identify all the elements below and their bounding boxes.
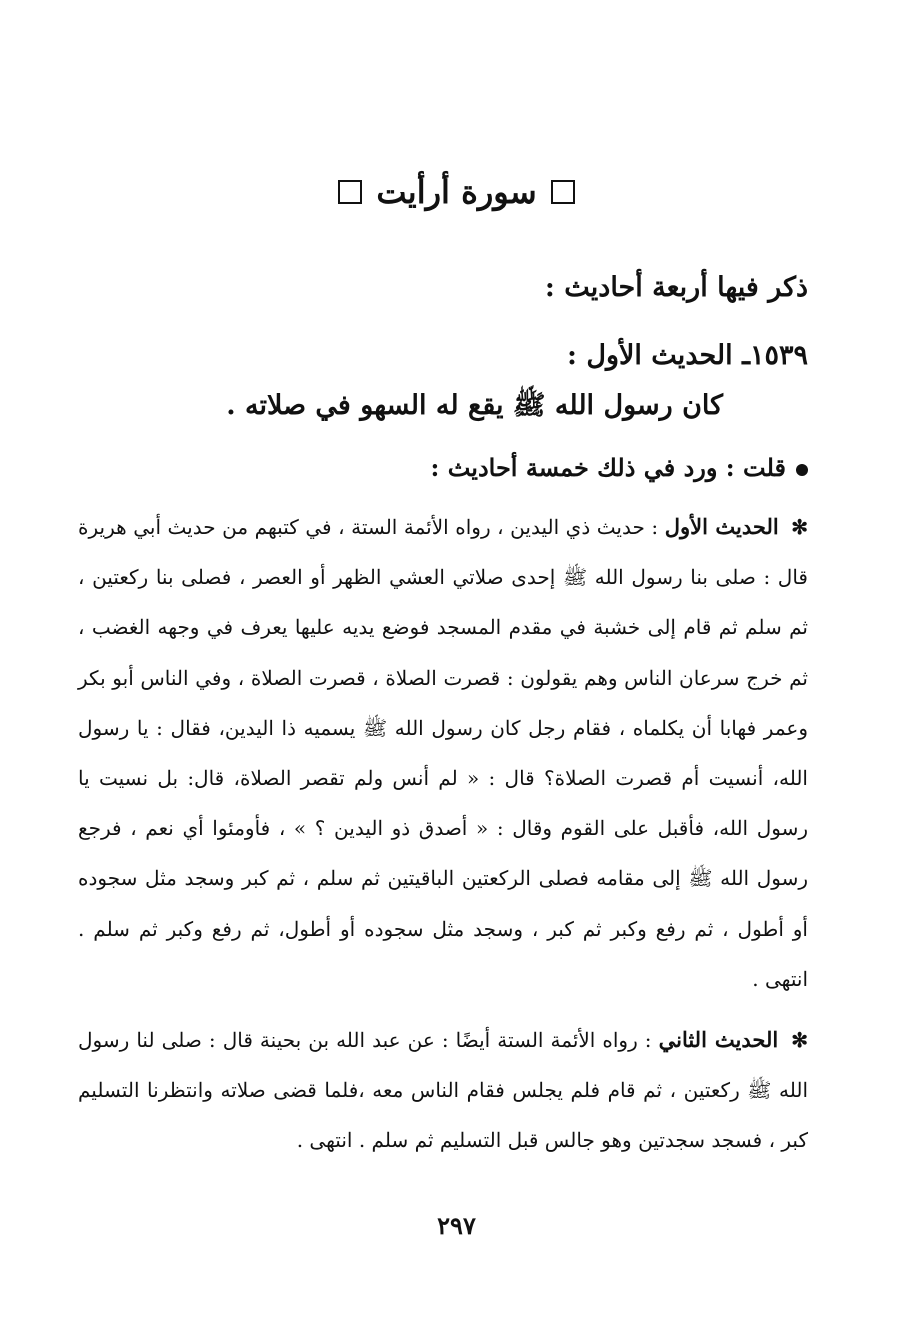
page-number: ٢٩٧ — [437, 1211, 476, 1240]
intro-line: ذكر فيها أربعة أحاديث : — [544, 272, 808, 303]
note-line — [431, 448, 809, 488]
hadith-heading — [567, 334, 808, 378]
surah-title — [0, 168, 913, 216]
title-box-left — [338, 180, 362, 204]
paragraph-body: : رواه الأئمة الستة أيضًا : عن عبد الله بن بحينة قال : صلى لنا رسول الله ﷺ ركعتين ، ثم قام فلم يجلس فقام الناس معه ،فلما قضى صلاته وانتظرنا التسليم كبر ، فسجد سجدتين وهو جالس قبل التسليم ثم سلم . انتهى . — [78, 1028, 808, 1153]
paragraph-first-hadith — [78, 502, 808, 1004]
hadith-text: كان رسول الله ﷺ يقع له السهو في صلاته . — [226, 390, 723, 421]
surah-title-text: سورة أرأيت — [376, 173, 537, 211]
hadith-heading-label: الحديث الأول : — [566, 340, 733, 371]
title-box-right — [551, 180, 575, 204]
paragraph-body: : حديث ذي اليدين ، رواه الأئمة الستة ، في كتبهم من حديث أبي هريرة قال : صلى بنا رسول الله ﷺ إحدى صلاتي العشي الظهر أو العصر ، فصلى بنا ركعتين ، ثم سلم ثم قام إلى خشبة في مقدم المسجد فوضع يديه عليها يعرف في وجهه الغضب ، ثم خرج سرعان الناس وهم يقولون : قصرت الصلاة ، قصرت الصلاة ، وفي الناس أبو بكر وعمر فهابا أن يكلماه ، فقام رجل كان رسول الله ﷺ يسميه ذا اليدين، فقال : يا رسول الله، أنسيت أم قصرت الصلاة؟ قال : « لم أنس ولم تقصر الصلاة، قال: بل نسيت يا رسول الله، فأقبل على القوم وقال : « أصدق ذو اليدين ؟ » ، فأومئوا أي نعم ، فرجع رسول الله ﷺ إلى مقامه فصلى الركعتين الباقيتين ثم سلم ، ثم كبر وسجد مثل سجوده أو أطول ، ثم رفع وكبر ثم كبر ، وسجد مثل سجوده أو أطول، ثم رفع وكبر ثم سلم . انتهى . — [78, 515, 808, 991]
asterisk-icon: ✻ — [791, 1028, 808, 1052]
hadith-number: ١٥٣٩ـ — [742, 340, 808, 371]
paragraph-label: الحديث الثاني — [658, 1027, 779, 1052]
paragraph-label: الحديث الأول — [664, 514, 779, 539]
note-text: قلت : ورد في ذلك خمسة أحاديث : — [430, 453, 786, 482]
paragraph-second-hadith — [78, 1015, 808, 1166]
bullet-icon — [796, 464, 808, 476]
asterisk-icon: ✻ — [791, 515, 808, 539]
